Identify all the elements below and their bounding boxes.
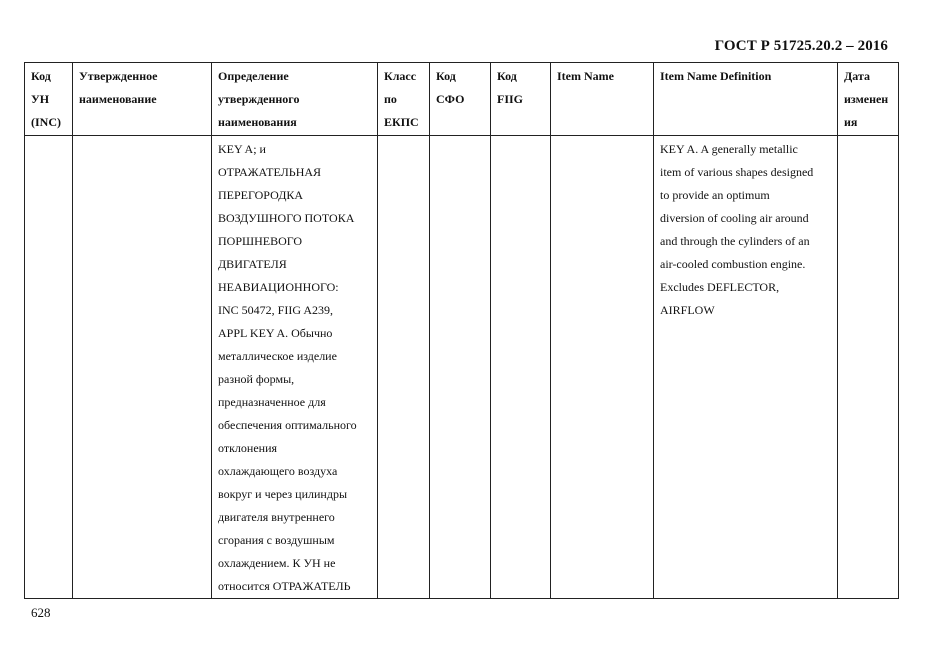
header-item-name-definition: Item Name Definition: [654, 63, 838, 136]
cell-inc-code: [25, 136, 73, 599]
header-fiig-code: Код FIIG: [491, 63, 551, 136]
catalog-table: [24, 62, 899, 599]
cell-sfo-code: [430, 136, 491, 599]
cell-item-name-definition: KEY A. A generally metallic item of various shapes designed to provide an optimum diversion of cooling air around and through the cylinders of an air-cooled combustion engine. Excludes DEFLECTOR, AIRFLOW: [654, 136, 838, 599]
header-sfo-code: Код СФО: [430, 63, 491, 136]
cell-item-name: [551, 136, 654, 599]
header-inc-code: Код УН (INC): [25, 63, 73, 136]
cell-fiig-code: [491, 136, 551, 599]
page-number: 628: [31, 605, 51, 620]
header-ekps-class: Класс по ЕКПС: [378, 63, 430, 136]
table-header-row: [25, 63, 899, 136]
header-approved-name-definition: Определение утвержденного наименования: [212, 63, 378, 136]
cell-definition-ru: KEY A; и ОТРАЖАТЕЛЬНАЯ ПЕРЕГОРОДКА ВОЗДУШНОГО ПОТОКА ПОРШНЕВОГО ДВИГАТЕЛЯ НЕАВИАЦИОННОГО: INC 50472, FIIG A239, APPL KEY A. Обычно металлическое изделие разной формы, предназначенное для обеспечения оптимального отклонения охлаждающего воздуха вокруг и через цилиндры двигателя внутреннего сгорания с воздушным охлаждением. К УН не относится ОТРАЖАТЕЛЬ: [212, 136, 378, 599]
document-standard-code: ГОСТ Р 51725.20.2 – 2016: [714, 38, 888, 54]
header-change-date: Дата изменен ия: [838, 63, 899, 136]
header-approved-name: Утвержденное наименование: [73, 63, 212, 136]
header-item-name: Item Name: [551, 63, 654, 136]
cell-approved-name: [73, 136, 212, 599]
cell-change-date: [838, 136, 899, 599]
table-row: [25, 136, 899, 599]
cell-ekps-class: [378, 136, 430, 599]
